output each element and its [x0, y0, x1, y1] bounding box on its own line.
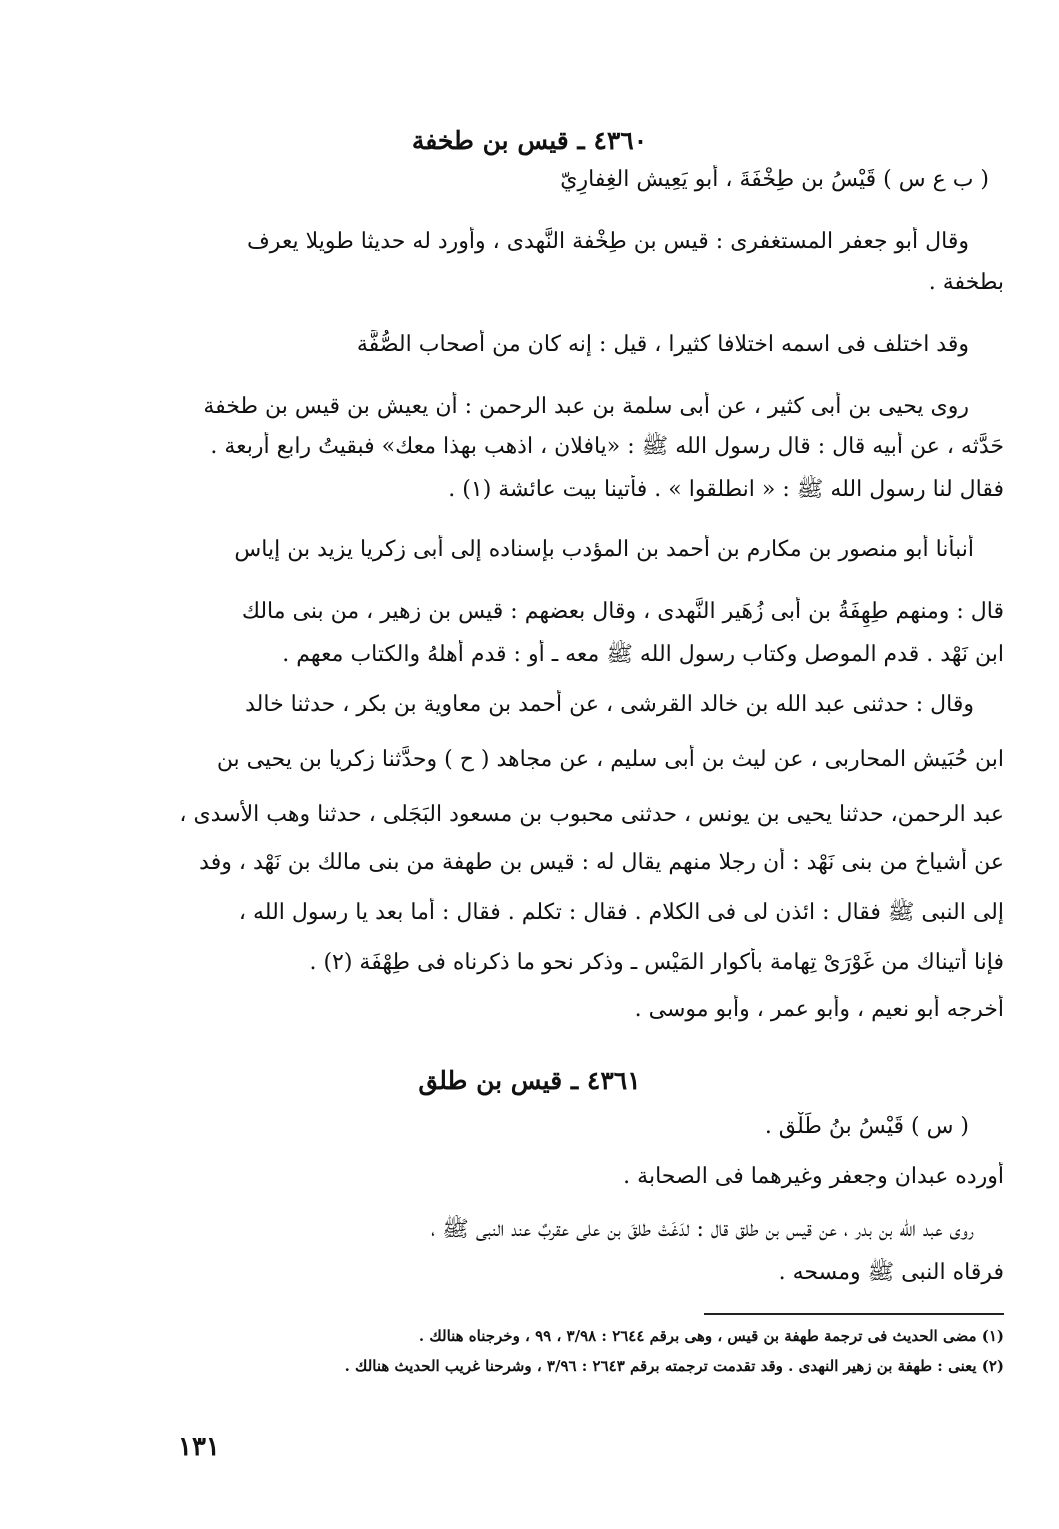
entry-line: عبد الرحمن، حدثنا يحيى بن يونس ، حدثنى محبوب بن مسعود البَجَلى ، حدثنا وهب الأسدى ،: [179, 802, 1004, 827]
entry-line: بطخفة .: [928, 270, 1004, 295]
entry-line: فإنا أتيناك من غَوْرَىْ تِهامة بأكوار المَيْس ـ وذكر نحو ما ذكرناه فى طِهْفَة (٢) .: [309, 950, 1004, 975]
entry-heading-4361: ٤٣٦١ ـ قيس بن طلق: [418, 1066, 641, 1095]
footnote-1: (١) مضى الحديث فى ترجمة طهفة بن قيس ، وهى برقم ٢٦٤٤ : ٣/٩٨ ، ٩٩ ، وخرجناه هنالك .: [418, 1327, 1004, 1345]
entry-line: فرقاه النبى ﷺ ومسحه .: [778, 1260, 1004, 1285]
entry-line: ابن حُبَيش المحاربى ، عن ليث بن أبى سليم ، عن مجاهد ( ح ) وحدَّثنا زكريا بن يحيى بن: [216, 747, 1004, 772]
footnote-2: (٢) يعنى : طهفة بن زهير النهدى . وقد تقدمت ترجمته برقم ٢٦٤٣ : ٣/٩٦ ، وشرحنا غريب الحديث هنالك .: [344, 1357, 1004, 1375]
entry-line: وقد اختلف فى اسمه اختلافا كثيرا ، قيل : إنه كان من أصحاب الصُّفَّة: [356, 332, 969, 357]
entry-line: عن أشياخ من بنى نَهْد : أن رجلا منهم يقال له : قيس بن طهفة من بنى مالك بن نَهْد ، وفد: [199, 850, 1004, 875]
entry-line: ابن نَهْد . قدم الموصل وكتاب رسول الله ﷺ معه ـ أو : قدم أهلهُ والكتاب معهم .: [282, 642, 1004, 667]
entry-line: أنبأنا أبو منصور بن مكارم بن أحمد بن المؤدب بإسناده إلى أبى زكريا يزيد بن إياس: [234, 537, 974, 562]
entry-line: أخرجه أبو نعيم ، وأبو عمر ، وأبو موسى .: [634, 997, 1004, 1022]
footnote-separator: [704, 1313, 1004, 1315]
entry-line: وقال أبو جعفر المستغفرى : قيس بن طِخْفة النَّهدى ، وأورد له حديثا طويلا يعرف: [247, 229, 969, 254]
entry-line: فقال لنا رسول الله ﷺ : « انطلقوا » . فأتينا بيت عائشة (١) .: [448, 477, 1004, 502]
entry-line: وقال : حدثنى عبد الله بن خالد القرشى ، عن أحمد بن معاوية بن بكر ، حدثنا خالد: [245, 692, 974, 717]
entry-line: إلى النبى ﷺ فقال : ائذن لى فى الكلام . فقال : تكلم . فقال : أما بعد يا رسول الله ،: [238, 900, 1004, 925]
page-number: ١٣١: [178, 1432, 220, 1462]
entry-line: روى يحيى بن أبى كثير ، عن أبى سلمة بن عبد الرحمن : أن يعيش بن قيس بن طخفة: [203, 394, 969, 419]
entry-line: حَدَّثه ، عن أبيه قال : قال رسول الله ﷺ : «يافلان ، اذهب بهذا معك» فبقيتُ رابع أربعة .: [210, 434, 1004, 459]
entry-line: أورده عبدان وجعفر وغيرهما فى الصحابة .: [623, 1164, 1004, 1189]
entry-line: ( ب ع س ) قَيْسُ بن طِخْفَةَ ، أبو يَعِيش الغِفارِيّ: [560, 167, 989, 192]
entry-line: قال : ومنهم طِهِفَةُ بن أبى زُهَير النَّهدى ، وقال بعضهم : قيس بن زهير ، من بنى مالك: [241, 599, 1004, 624]
entry-line: روى عبد الله بن بدر ، عن قيس بن طلق قال : لدَغَتْ طلقَ بن على عقربٌ عند النبى ﷺ ،: [431, 1217, 974, 1242]
entry-heading-4360: ٤٣٦٠ ـ قيس بن طخفة: [411, 126, 648, 155]
entry-line: ( س ) قَيْسُ بنُ طَلْق .: [764, 1114, 969, 1139]
